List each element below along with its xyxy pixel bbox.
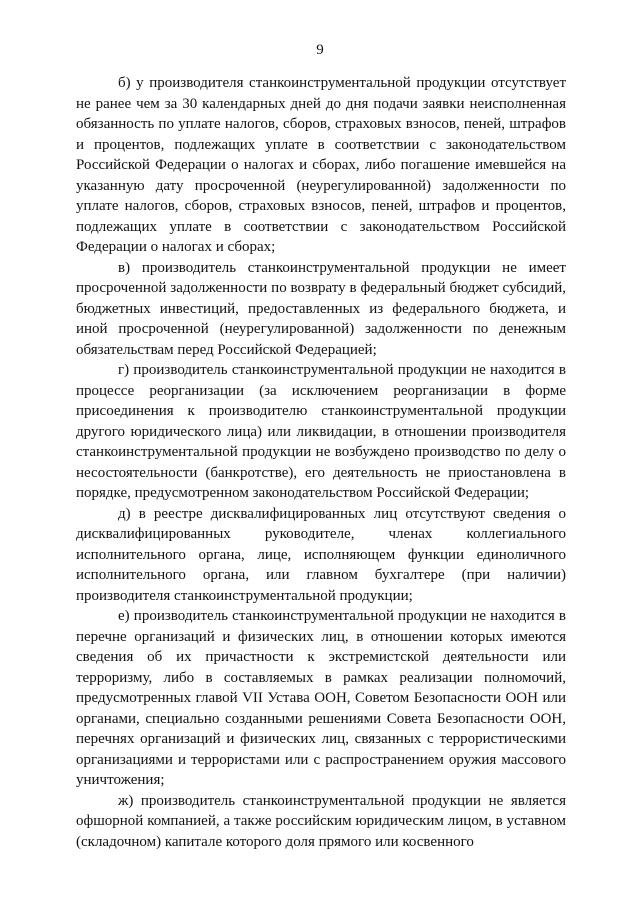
paragraph-v: в) производитель станкоинструментальной продукции не имеет просроченной задолженности по возврату в федеральный бюджет субсидий, бюджетных инвестиций, предоставленных из федерального бюджета, и иной просроченной (неурегулированной) задолженности по денежным обязательствам перед Российской Федерацией; (76, 259, 566, 358)
page-number: 9 (316, 42, 324, 58)
paragraph-g: г) производитель станкоинструментальной продукции не находится в процессе реорганизации (за исключением реорганизации в форме присоединения к производителю станкоинструментальной продукции другого юридического лица) или ликвидации, в отношении производителя станкоинструментальной продукции не возбуждено производство по делу о несостоятельности (банкротстве), его деятельность не приостановлена в порядке, предусмотренном законодательством Российской Федерации; (76, 362, 566, 501)
paragraph-d: д) в реестре дисквалифицированных лиц отсутствуют сведения о дисквалифицированных руководителе, членах коллегиального исполнительного органа, лице, исполняющем функции единоличного исполнительного органа, или главном бухгалтере (при наличии) производителя станкоинструментальной продукции; (76, 505, 566, 604)
paragraph-b: б) у производителя станкоинструментальной продукции отсутствует не ранее чем за 30 календарных дней до дня подачи заявки неисполненная обязанность по уплате налогов, сборов, страховых взносов, пеней, штрафов и процентов, подлежащих уплате в соответствии с законодательством Российской Федерации о налогах и сборах, либо погашение имевшейся на указанную дату просроченной (неурегулированной) задолженности по уплате налогов, сборов, страховых взносов, пеней, штрафов и процентов, подлежащих уплате в соответствии с законодательством Российской Федерации о налогах и сборах; (76, 75, 566, 255)
document-body (76, 73, 566, 852)
paragraph-zh: ж) производитель станкоинструментальной продукции не является офшорной компанией, а также российским юридическим лицом, в уставном (складочном) капитале которого доля прямого или косвенного (76, 792, 566, 850)
paragraph-e: е) производитель станкоинструментальной продукции не находится в перечне организаций и физических лиц, в отношении которых имеются сведения об их причастности к экстремистской деятельности или терроризму, либо в составляемых в рамках реализации полномочий, предусмотренных главой VII Устава ООН, Советом Безопасности ООН или органами, специально созданными решениями Совета Безопасности ООН, перечнях организаций и физических лиц, связанных с террористическими организациями и террористами или с распространением оружия массового уничтожения; (76, 608, 566, 788)
